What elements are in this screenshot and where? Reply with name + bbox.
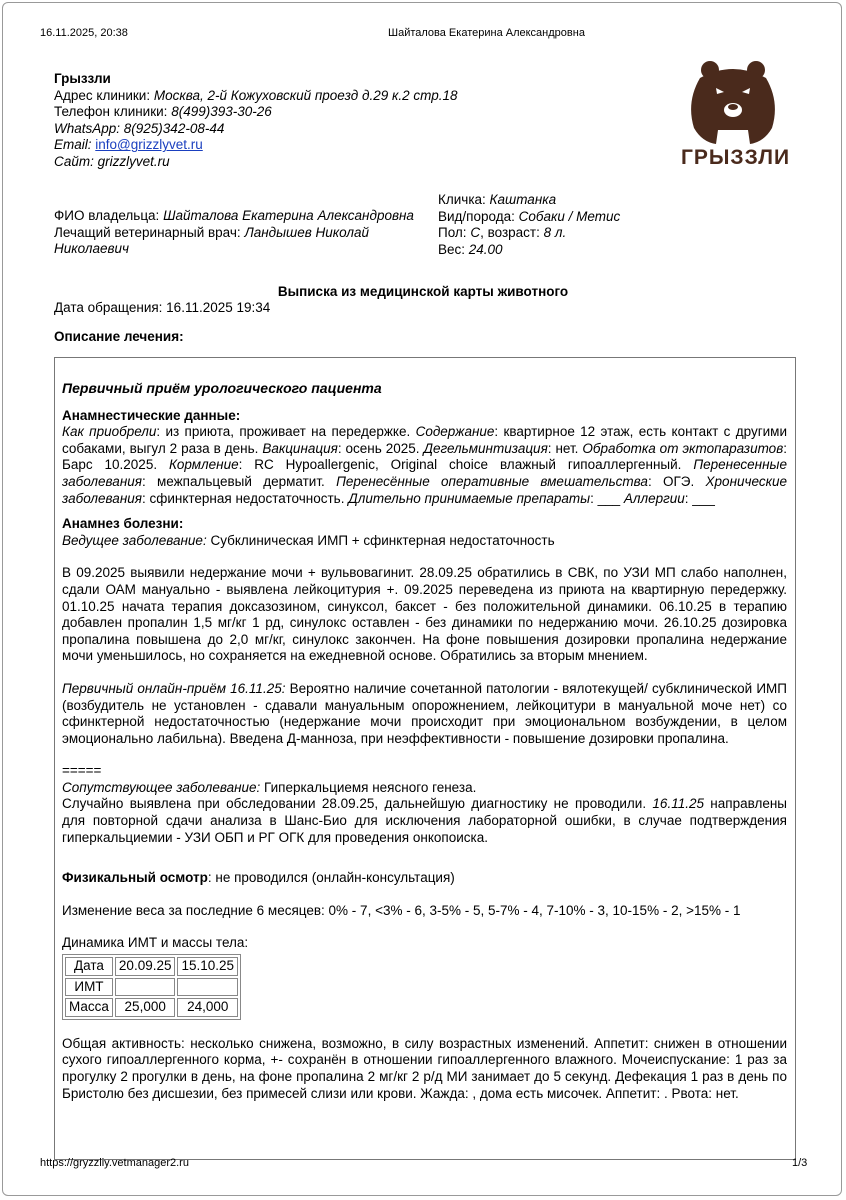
pet-name: Кличка: Каштанка — [438, 192, 557, 207]
table-cell: 20.09.25 — [115, 957, 176, 976]
table-cell: Дата — [65, 957, 113, 976]
document-title: Выписка из медицинской карты животного — [277, 284, 569, 299]
general-status: Общая активность: несколько снижена, возможно, в силу возрастных изменений. Аппетит: снижен в отношении сухого гипоаллергенного корма, +- сохранён в отношении гипоаллергенного влажного. Мочеиспускание: 1 раз за прогулку 2 прогулки в день, на фоне пропалина 2 мг/кг 2 р/д МИ занимает до 5 секунд. Дефекация 1 раз в день по Бристолю без дисшезии, без примесей слизи или крови. Жажда: , дома есть мисочек. Аппетит: . Рвота: нет. — [62, 1035, 787, 1101]
owner-name: ФИО владельца: Шайталова Екатерина Александровна — [54, 208, 414, 223]
table-cell: Масса — [65, 998, 113, 1017]
separator: ===== — [62, 763, 102, 779]
clinic-address: Адрес клиники: Москва, 2-й Кожуховский проезд д.29 к.2 стр.18 — [54, 87, 458, 103]
pet-species: Вид/порода: Собаки / Метис — [438, 208, 621, 224]
physical-exam: Физикальный осмотр: не проводился (онлайн-консультация) — [62, 870, 455, 886]
clinic-site: Сайт: grizzlyvet.ru — [54, 153, 170, 169]
logo-text: ГРЫЗЗЛИ — [680, 146, 791, 169]
print-title: Шайталова Екатерина Александровна — [388, 27, 585, 39]
dynamics-title: Динамика ИМТ и массы тела: — [62, 935, 249, 951]
print-date: 16.11.2025, 20:38 — [40, 27, 128, 39]
owner-info — [54, 208, 424, 258]
table-cell: 24,000 — [177, 998, 238, 1017]
dynamics-table — [62, 954, 241, 1020]
disease-heading: Анамнез болезни: — [62, 516, 184, 532]
lead-disease: Ведущее заболевание: Субклиническая ИМП + сфинктерная недостаточность — [62, 532, 555, 548]
disease-history: В 09.2025 выявили недержание мочи + вульвовагинит. 28.09.25 обратились в СВК, по УЗИ МП слабо наполнен, сдали ОАМ мануально - выявлена лейкоцитурия +. 09.2025 переведена из приюта на квартирную передержку. 01.10.25 начата терапия доксазозином, синуксол, баксет - без положительной динамики. 06.10.25 в терапию добавлен пропалин 1,5 мг/кг 1 рд, синулокс оставлен - без динамики по недержанию мочи. 26.10.25 дозировка пропалина повышена до 2,0 мг/кг, синулокс закончен. На фоне повышения дозировки пропалина недержание мочи уменьшилось, но сохраняется на ежедневной основе. Обратились за вторым мнением. — [62, 565, 787, 664]
pet-sex-age: Пол: С, возраст: 8 л. — [438, 225, 567, 241]
table-row — [65, 998, 238, 1017]
anamnesis-text: Как приобрели: из приюта, проживает на передержке. Содержание: квартирное 12 этаж, есть контакт с другими собаками, выгул 2 раза в день. Вакцинация: осень 2025. Дегельминтизация: нет. Обработка от эктопаразитов: Барс 10.2025. Кормление: RC Hypoallergenic, Original choice влажный гипоаллергенный. Перенесенные заболевания: межпальцевый дерматит. Перенесённые оперативные вмешательства: ОГЭ. Хронические заболевания: сфинктерная недостаточность. Длительно принимаемые препараты: ___ Аллергии: ___ — [62, 424, 788, 506]
table-cell — [177, 978, 238, 997]
online-visit: Первичный онлайн-приём 16.11.25: Вероятно наличие сочетанной патологии - вялотекущей/ субклинической ИМП (возбудитель не установлен - сдавали мануальным опорожнением, лейкоцитури в мануальной моче нет) со сфинктерной недостаточностью (недержание мочи происходит при эмоциональном возбуждении, в целом эмоционально лабильна). Введена Д-манноза, при неэффективности - повышение дозировки пропалина. — [62, 680, 788, 746]
table-cell: 25,000 — [115, 998, 176, 1017]
clinic-phone: Телефон клиники: 8(499)393-30-26 — [54, 104, 272, 120]
anamnesis-heading: Анамнестические данные: — [62, 407, 241, 423]
record-box — [54, 357, 796, 1160]
clinic-email: Email: info@grizzlyvet.ru — [54, 137, 203, 153]
pet-weight: Вес: 24.00 — [438, 241, 503, 257]
page-number: 1/3 — [792, 1157, 808, 1169]
clinic-name: Грыззли — [54, 71, 111, 86]
table-row — [65, 978, 238, 997]
email-link[interactable]: info@grizzlyvet.ru — [95, 137, 203, 153]
record-content — [62, 380, 787, 1102]
weight-change: Изменение веса за последние 6 месяцев: 0% - 7, <3% - 6, 3-5% - 5, 5-7% - 4, 7-10% - 3, 10-15% - 2, >15% - 1 — [62, 902, 741, 918]
concomitant-text: Случайно выявлена при обследовании 28.09.25, дальнейшую диагностику не проводили. 16.11.25 направлены для повторной сдачи анализа в Шанс-Био для исключения лабораторной ошибки, в случае подтверждения гиперкальциемии - УЗИ ОБП и РГ ОГК для проведения онкопоиска. — [62, 796, 787, 845]
concomitant-disease: Сопутствующее заболевание: Гиперкальциемя неясного генеза. — [62, 779, 477, 795]
table-row — [65, 957, 238, 976]
clinic-info — [54, 71, 457, 171]
footer-url: https://gryzzliy.vetmanager2.ru — [40, 1157, 189, 1169]
table-cell: ИМТ — [65, 978, 113, 997]
doctor-name: Лечащий ветеринарный врач: Ландышев Николай Николаевич — [54, 224, 370, 257]
table-cell — [115, 978, 176, 997]
treatment-title: Описание лечения: — [54, 329, 184, 344]
visit-date: Дата обращения: 16.11.2025 19:34 — [54, 300, 271, 315]
visit-heading: Первичный приём урологического пациента — [62, 380, 382, 396]
table-cell: 15.10.25 — [177, 957, 238, 976]
clinic-whatsapp: WhatsApp: 8(925)342-08-44 — [54, 120, 225, 136]
pet-info — [438, 192, 620, 258]
